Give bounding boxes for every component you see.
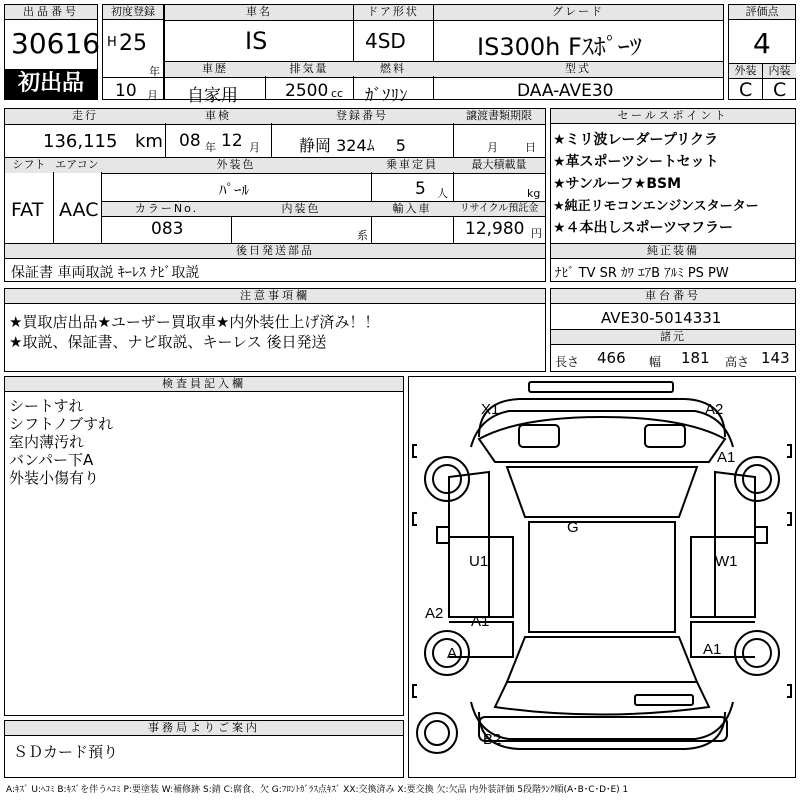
mileage: 136,115 <box>43 131 118 152</box>
shift: FAT <box>11 199 44 221</box>
chassis-label: 車台番号 <box>551 289 795 304</box>
vehicle-box <box>164 4 724 106</box>
reg-month-unit: 月 <box>147 89 158 102</box>
reg-era: H <box>107 35 117 50</box>
grade-label: グレード <box>433 5 723 19</box>
equipment: ﾅﾋﾞ TV SR ｶﾜ ｴｱB ｱﾙﾐ PS PW <box>555 266 729 281</box>
interior-color-label: 内装色 <box>231 202 371 216</box>
damage-mark-b2: B2 <box>483 731 502 748</box>
inspector-box <box>4 376 404 716</box>
sales-point: ★サンルーフ★BSM <box>553 176 682 192</box>
damage-diagram <box>408 376 796 778</box>
fuel-label: 燃料 <box>353 62 433 76</box>
inspector-line: 外装小傷有り <box>9 469 100 487</box>
transfer-day-unit: 日 <box>525 141 536 154</box>
damage-mark-g: G <box>567 519 579 536</box>
details-box <box>4 108 546 282</box>
width: 181 <box>681 349 710 367</box>
sales-point: ★純正リモコンエンジンスターター <box>553 199 759 214</box>
car-outline <box>409 377 795 777</box>
history: 自家用 <box>187 86 238 106</box>
inspection-month: 12 <box>221 131 243 151</box>
capacity: 5 <box>415 179 426 199</box>
sales-point: ★革スポーツシートセット <box>553 154 719 170</box>
notes-box <box>4 288 546 372</box>
inspection-month-unit: 月 <box>249 141 260 154</box>
first-listing-badge: 初出品 <box>5 69 97 99</box>
chassis-number: AVE30-5014331 <box>601 309 722 327</box>
office-box <box>4 720 404 778</box>
shift-label: シフト <box>5 158 53 172</box>
lot-number: 30616 <box>11 27 101 60</box>
lot-number-label: 出品番号 <box>5 5 97 20</box>
length: 466 <box>597 349 626 367</box>
color-label: 外装色 <box>101 158 371 172</box>
transfer-label: 譲渡書類期限 <box>453 109 545 123</box>
reg-month: 10 <box>115 81 137 101</box>
sales-point: ★ミリ波レーダープリクラ <box>553 132 719 148</box>
note-line: ★取説、保証書、ナビ取説、キーレス 後日発送 <box>9 333 327 351</box>
mileage-label: 走行 <box>5 109 165 123</box>
load-unit: kg <box>527 187 541 200</box>
car-name-label: 車名 <box>165 5 353 19</box>
score-label: 評価点 <box>729 5 795 20</box>
sales-point: ★４本出しスポーツマフラー <box>553 220 733 236</box>
notes-label: 注意事項欄 <box>5 289 545 304</box>
damage-mark-a2: A2 <box>705 401 724 418</box>
ac: AAC <box>59 199 99 221</box>
recycle-fee: 12,980 <box>465 219 525 239</box>
equipment-label: 純正装備 <box>551 244 795 258</box>
sales-box <box>550 108 796 282</box>
door-label: ドア形状 <box>353 5 433 19</box>
note-line: ★買取店出品★ユーザー買取車★内外装仕上げ済み！！ <box>9 313 380 331</box>
score: 4 <box>753 27 771 60</box>
color-no-label: カラーNo. <box>102 202 231 216</box>
interior-color-unit: 系 <box>357 229 368 242</box>
length-label: 長さ <box>555 355 580 369</box>
damage-mark-x1: X1 <box>481 401 500 418</box>
grade: IS300h Fｽﾎﾟｰﾂ <box>477 33 642 61</box>
later-parts: 保証書 車両取説 ｷｰﾚｽ ﾅﾋﾞ取説 <box>11 265 200 281</box>
car-name: IS <box>245 27 268 55</box>
damage-mark-a1: A1 <box>703 641 722 658</box>
inspection-year-unit: 年 <box>205 141 216 154</box>
transfer-month-unit: 月 <box>487 141 498 154</box>
import-label: 輸入車 <box>371 202 453 216</box>
sales-label: セールスポイント <box>551 109 795 124</box>
damage-mark-a1: A1 <box>717 449 736 466</box>
inspector-line: バンパー下A <box>9 451 94 469</box>
inspector-line: 室内薄汚れ <box>9 433 85 451</box>
displacement-label: 排気量 <box>265 62 353 76</box>
reg-label: 初度登録 <box>103 5 163 20</box>
model: DAA-AVE30 <box>517 81 614 101</box>
door-type: 4SD <box>365 29 406 53</box>
reg-year: 25 <box>119 31 147 56</box>
dims-label: 諸元 <box>551 330 795 344</box>
damage-mark-w1: W1 <box>715 553 738 570</box>
ac-label: エアコン <box>53 158 101 172</box>
history-label: 車歴 <box>165 62 265 76</box>
plate-label: 登録番号 <box>271 109 453 123</box>
height: 143 <box>761 349 790 367</box>
displacement: 2500 <box>285 81 329 101</box>
recycle-label: リサイクル預託金 <box>453 202 545 216</box>
height-label: 高さ <box>725 355 750 369</box>
recycle-unit: 円 <box>531 227 542 240</box>
damage-mark-a: A <box>447 645 458 662</box>
interior-label: 内装 <box>763 64 796 78</box>
inspector-line: シートすれ <box>9 397 84 415</box>
model-label: 型式 <box>433 62 723 76</box>
width-label: 幅 <box>649 355 662 369</box>
inspector-line: シフトノブすれ <box>9 415 114 433</box>
exterior-color: ﾊﾟｰﾙ <box>219 181 250 199</box>
office-label: 事務局よりご案内 <box>5 721 403 736</box>
capacity-label: 乗車定員 <box>371 158 453 172</box>
color-no: 083 <box>151 219 184 239</box>
later-parts-label: 後日発送部品 <box>5 244 545 258</box>
load-label: 最大積載量 <box>453 158 545 172</box>
displacement-unit: cc <box>331 87 344 100</box>
lot-number-box <box>4 4 101 100</box>
exterior-grade: C <box>739 79 753 101</box>
exterior-label: 外装 <box>729 64 762 78</box>
inspection-year: 08 <box>179 131 201 151</box>
damage-mark-a1: A1 <box>471 613 490 630</box>
mileage-unit: km <box>135 131 163 152</box>
inspection-label: 車検 <box>165 109 271 123</box>
damage-mark-a2: A2 <box>425 605 444 622</box>
capacity-unit: 人 <box>437 187 448 200</box>
registration-box <box>102 4 164 100</box>
inspector-label: 検査員記入欄 <box>5 377 403 392</box>
score-box <box>728 4 796 100</box>
office-note: ＳＤカード預り <box>13 743 119 761</box>
damage-mark-u1: U1 <box>469 553 489 570</box>
fuel: ｶﾞｿﾘﾝ <box>365 86 408 106</box>
plate-number: 静岡 324ﾑ 5 <box>299 136 406 155</box>
reg-year-unit: 年 <box>149 65 160 78</box>
chassis-box <box>550 288 796 372</box>
interior-grade: C <box>773 79 787 101</box>
legend: A:ｷｽﾞ U:ﾍｺﾐ B:ｷｽﾞを伴うﾍｺﾐ P:要塗装 W:補修跡 S:錆 C:腐食、欠 G:ﾌﾛﾝﾄｶﾞﾗｽ点ｷｽﾞ XX:交換済み X:要交換 欠:欠品 内外装評価 5段階ﾗﾝｸ順(A･B･C･D･E) 1 <box>6 785 629 795</box>
